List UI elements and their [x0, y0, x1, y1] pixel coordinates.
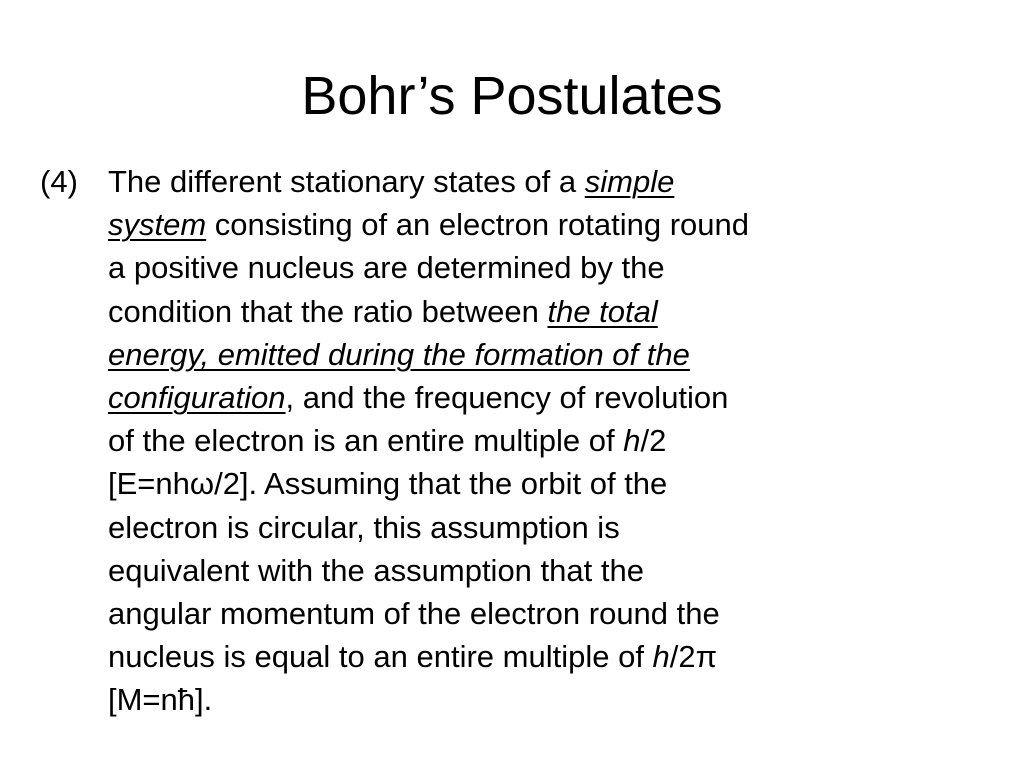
text-segment: electron is circular, this assumption is — [108, 509, 620, 545]
emphasized-text: the total — [547, 293, 658, 329]
text-line — [108, 160, 1008, 203]
text-segment: condition that the ratio between — [108, 293, 548, 329]
text-line — [108, 419, 1008, 462]
emphasized-text: energy, emitted during the formation of the — [108, 336, 690, 372]
text-segment: /2 — [640, 423, 667, 459]
text-segment: /2π — [669, 639, 718, 675]
item-number: (4) — [40, 164, 78, 199]
text-line — [108, 635, 1008, 678]
emphasized-text: simple — [584, 164, 675, 199]
text-segment: nucleus is equal to an entire multiple of — [108, 639, 653, 675]
italic-symbol: h — [623, 423, 641, 459]
text-segment: consisting of an electron rotating round — [206, 207, 750, 243]
text-line — [108, 678, 1008, 721]
text-line — [108, 290, 1008, 333]
text-segment: equivalent with the assumption that the — [108, 552, 644, 588]
italic-symbol: h — [652, 639, 670, 675]
text-line — [108, 246, 1008, 289]
slide-title: Bohr’s Postulates — [301, 66, 723, 126]
text-segment: The different stationary states of a — [108, 164, 585, 199]
text-segment: [E=nhω/2]. Assuming that the orbit of the — [108, 466, 668, 502]
text-line — [108, 462, 1008, 505]
text-segment: , and the frequency of revolution — [285, 380, 729, 416]
text-line — [108, 592, 1008, 635]
emphasized-text: configuration — [108, 380, 286, 416]
text-segment: angular momentum of the electron round the — [108, 596, 720, 632]
emphasized-text: system — [108, 207, 207, 243]
text-segment: of the electron is an entire multiple of — [108, 423, 624, 459]
text-segment: a positive nucleus are determined by the — [108, 250, 665, 286]
text-line — [108, 376, 1008, 419]
text-segment: [M=nħ]. — [108, 682, 213, 718]
text-line — [108, 333, 1008, 376]
text-line — [108, 203, 1008, 246]
text-line — [108, 549, 1008, 592]
postulate-text — [108, 160, 1008, 722]
text-line — [108, 506, 1008, 549]
